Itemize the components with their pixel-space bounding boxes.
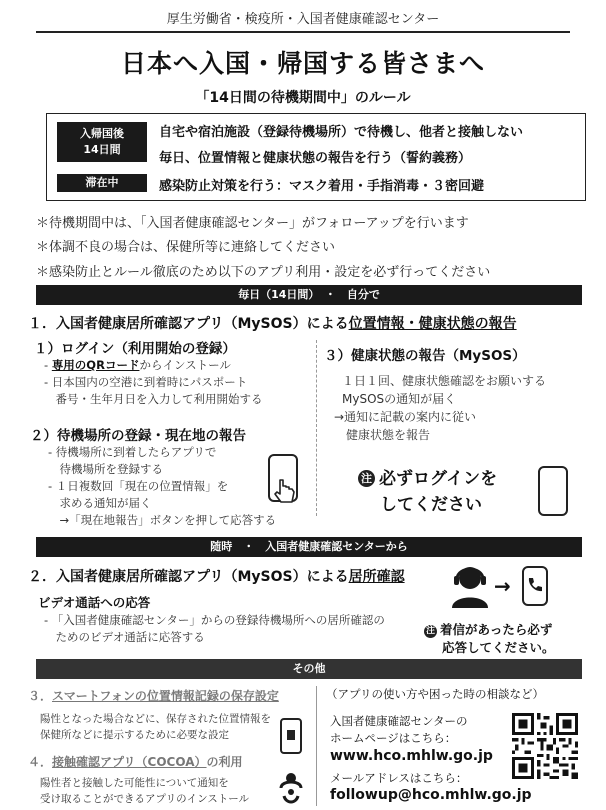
health-line-4: 健康状態を報告 xyxy=(334,428,431,442)
section4-heading-prefix: ４． xyxy=(28,755,53,769)
section1-divider xyxy=(316,340,317,516)
login-line-1 xyxy=(44,357,231,374)
section1-heading-underlined: 位置情報・健康状態の報告 xyxy=(348,316,517,332)
section1-heading-prefix: １．入国者健康居所確認アプリ（MySOS）による xyxy=(28,316,349,332)
must-login-line-1: 必ずログインを xyxy=(379,469,498,489)
rules-box xyxy=(46,113,586,201)
incoming-line-2: 応答してください。 xyxy=(442,640,555,655)
note-illness: ＊体調不良の場合は、保健所等に連絡してください xyxy=(36,240,336,255)
bar-anytime: 随時 ・ 入国者健康確認センターから xyxy=(36,537,582,557)
section2-heading-underlined: 居所確認 xyxy=(348,569,405,585)
must-login-note xyxy=(358,466,497,492)
section4-line-2: 受け取ることができるアプリのインストール xyxy=(40,793,250,805)
arrow-right-icon: → xyxy=(494,574,511,598)
location-phone-icon xyxy=(280,718,302,754)
caution-mark-small: 注 xyxy=(425,626,435,636)
register-line-5: →「現在地報告」ボタンを押して応答する xyxy=(48,513,277,527)
hand-pointer-icon xyxy=(274,478,304,526)
website-link[interactable]: www.hco.mhlw.go.jp xyxy=(330,748,493,764)
section4-heading-suffix: の利用 xyxy=(206,755,243,769)
section3-line-2: 保健所などに提示するために必要な設定 xyxy=(40,729,229,741)
register-line-1: - 待機場所に到着したらアプリで xyxy=(48,445,217,459)
section1-heading xyxy=(28,313,517,333)
section4-heading-underlined: 接触確認アプリ（COCOA） xyxy=(52,755,207,769)
incoming-line-1: 着信があったら必ず xyxy=(440,622,553,637)
video-call-heading: ビデオ通話への応答 xyxy=(38,595,151,610)
contact-consult-note: （アプリの使い方や困った時の相談など） xyxy=(326,687,545,701)
health-line-2: MySOSの通知が届く xyxy=(342,392,457,406)
mail-label: メールアドレスはこちら： xyxy=(330,771,468,785)
home-label-1: 入国者健康確認センターの xyxy=(330,714,468,728)
incoming-call-phone-icon xyxy=(522,566,548,606)
login-bullet: - xyxy=(44,358,52,372)
section2-heading-prefix: ２．入国者健康居所確認アプリ（MySOS）による xyxy=(28,569,349,585)
health-heading: ３）健康状態の報告（MySOS） xyxy=(324,348,526,364)
tag-after-entry: 入帰国後 14日間 xyxy=(57,122,147,162)
section2-heading xyxy=(28,566,405,586)
contact-divider xyxy=(316,686,317,806)
video-line-2: ためのビデオ通話に応答する xyxy=(44,630,205,644)
section3-heading xyxy=(28,687,279,704)
incoming-call-note xyxy=(424,621,552,639)
register-line-3: - １日複数回「現在の位置情報」を xyxy=(48,479,229,493)
section3-heading-underlined: スマートフォンの位置情報記録の保存設定 xyxy=(52,689,279,703)
location-screen-mark xyxy=(287,730,295,740)
tag-stay: 滞在中 xyxy=(57,174,147,192)
rule-daily-report: 毎日、位置情報と健康状態の報告を行う（誓約義務） xyxy=(159,151,472,166)
bar-daily: 毎日（14日間） ・ 自分で xyxy=(36,285,582,305)
handset-icon xyxy=(526,576,544,594)
section3-line-1: 陽性となった場合などに、保存された位置情報を xyxy=(40,713,271,725)
health-line-3: →通知に記載の案内に従い xyxy=(334,410,477,424)
qr-code-link[interactable]: 専用のQRコード xyxy=(51,358,140,372)
must-login-line-2: してください xyxy=(380,495,482,515)
cocoa-app-icon xyxy=(276,770,306,804)
register-line-4: 求める通知が届く xyxy=(48,496,152,510)
login-heading: １）ログイン（利用開始の登録） xyxy=(34,341,236,357)
rule-infection-prevention: 感染防止対策を行う：マスク着用・手指消毒・３密回避 xyxy=(159,179,485,194)
section4-line-1: 陽性者と接触した可能性について通知を xyxy=(40,777,229,789)
page-title: 日本へ入国・帰国する皆さまへ xyxy=(120,49,485,78)
qr-code-image[interactable] xyxy=(512,713,578,779)
login-line-1-rest: からインストール xyxy=(139,358,231,372)
page-subtitle: 「14日間の待機期間中」のルール xyxy=(195,90,411,106)
operator-headset-icon xyxy=(450,562,490,608)
home-label-2: ホームページはこちら： xyxy=(330,731,457,745)
note-apps: ＊感染防止とルール徹底のため以下のアプリ利用・設定を必ず行ってください xyxy=(36,265,491,280)
organization-header: 厚生労働省・検疫所・入国者健康確認センター xyxy=(166,12,440,27)
header-divider xyxy=(36,31,570,33)
rule-stay-home: 自宅や宿泊施設（登録待機場所）で待機し、他者と接触しない xyxy=(159,125,524,140)
bar-other: その他 xyxy=(36,659,582,679)
login-line-2: - 日本国内の空港に到着時にパスポート xyxy=(44,375,248,389)
caution-mark: 注 xyxy=(358,470,375,487)
phone-tap-icon xyxy=(268,454,298,502)
section4-heading xyxy=(28,753,243,770)
note-followup: ＊待機期間中は、「入国者健康確認センター」がフォローアップを行います xyxy=(36,216,469,231)
video-line-1: - 「入国者健康確認センター」からの登録待機場所への居所確認の xyxy=(44,613,385,627)
login-line-3: 番号・生年月日を入力して利用開始する xyxy=(44,392,263,406)
smartphone-icon xyxy=(538,466,568,516)
register-line-2: 待機場所を登録する xyxy=(48,462,163,476)
health-line-1: １日１回、健康状態確認をお願いする xyxy=(342,374,547,388)
register-heading: ２）待機場所の登録・現在地の報告 xyxy=(30,428,246,444)
email-link[interactable]: followup@hco.mhlw.go.jp xyxy=(330,787,532,803)
section3-heading-prefix: ３． xyxy=(28,689,53,703)
